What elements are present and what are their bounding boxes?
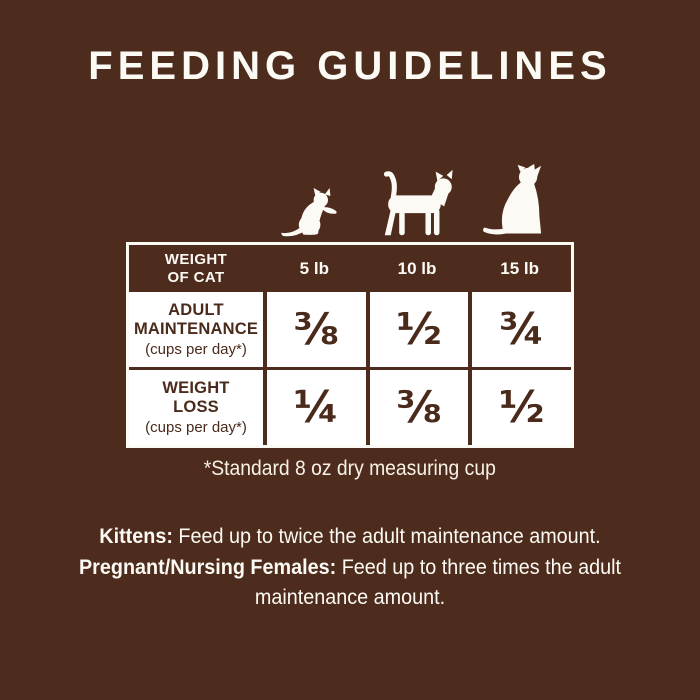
walking-cat-silhouette-icon bbox=[365, 169, 470, 237]
feeding-guidelines-table bbox=[126, 242, 574, 448]
row1-label-line2: MAINTENANCE bbox=[133, 320, 259, 338]
cat-size-icons-row bbox=[126, 157, 574, 237]
row1-label-line1: ADULT bbox=[168, 300, 224, 319]
kittens-note-text: Feed up to twice the adult maintenance amount. bbox=[178, 524, 601, 548]
fraction-value: ¾ bbox=[498, 303, 545, 355]
weight-loss-15lb-value bbox=[468, 367, 571, 445]
row2-label-line2: LOSS bbox=[173, 398, 219, 416]
row2-label-sub: (cups per day*) bbox=[145, 419, 247, 437]
row1-label-sub: (cups per day*) bbox=[145, 341, 247, 359]
feeding-notes bbox=[56, 521, 645, 613]
fraction-value: ½ bbox=[396, 303, 442, 355]
header-10lb: 10 lb bbox=[397, 258, 437, 278]
table-header-row bbox=[129, 245, 571, 292]
weight-loss-10lb-value bbox=[366, 367, 469, 445]
adult-maintenance-10lb-value bbox=[366, 292, 469, 367]
pregnant-note-text: Feed up to three times the adult maintenance amount. bbox=[254, 554, 621, 610]
fraction-value: ⅜ bbox=[293, 303, 340, 355]
page-title: FEEDING GUIDELINES bbox=[88, 44, 612, 88]
pregnant-note-lead: Pregnant/Nursing Females: bbox=[78, 554, 337, 579]
footnote-row bbox=[0, 457, 700, 481]
fraction-value: ¼ bbox=[293, 381, 340, 433]
fraction-value: ½ bbox=[498, 381, 545, 433]
measuring-cup-footnote: *Standard 8 oz dry measuring cup bbox=[203, 457, 497, 480]
sitting-cat-silhouette-icon bbox=[469, 164, 574, 237]
header-weight-of-cat bbox=[129, 245, 263, 292]
row2-label-line1: WEIGHT bbox=[162, 378, 230, 397]
adult-maintenance-5lb-value bbox=[263, 292, 366, 367]
kittens-note-lead: Kittens: bbox=[99, 524, 173, 548]
adult-maintenance-row bbox=[129, 292, 571, 367]
weight-loss-row bbox=[129, 367, 571, 445]
header-weight-line1: WEIGHT bbox=[164, 251, 228, 269]
fraction-value: ⅜ bbox=[396, 381, 442, 433]
notes-section bbox=[0, 521, 700, 613]
weight-loss-5lb-value bbox=[263, 367, 366, 445]
adult-maintenance-label-cell bbox=[129, 292, 263, 367]
weight-loss-label-cell bbox=[129, 367, 263, 445]
header-15lb: 15 lb bbox=[500, 258, 540, 278]
adult-maintenance-15lb-value bbox=[468, 292, 571, 367]
kitten-silhouette-icon bbox=[260, 187, 365, 237]
header-5lb: 5 lb bbox=[299, 258, 329, 278]
header-weight-line2: OF CAT bbox=[167, 268, 225, 286]
